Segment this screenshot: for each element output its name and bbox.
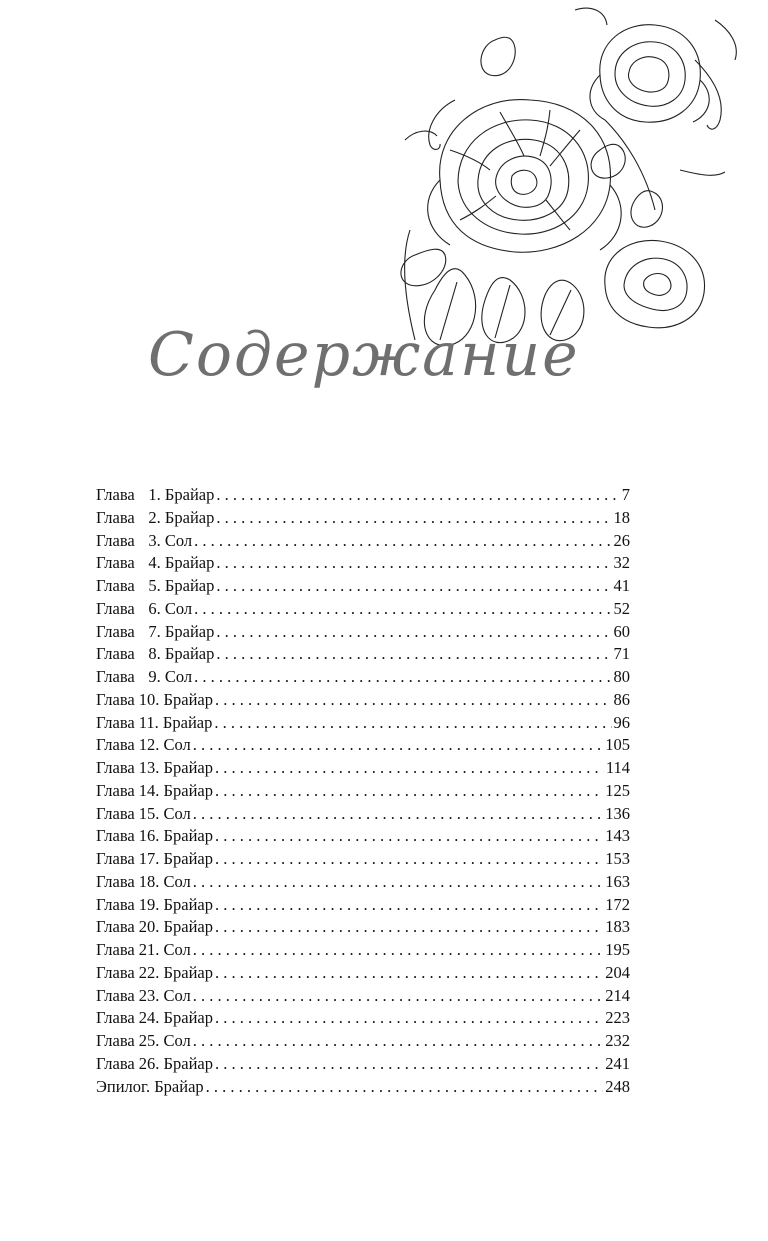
toc-label: Глава 5. Брайар bbox=[96, 576, 215, 595]
toc-leader bbox=[216, 484, 619, 507]
toc-entry bbox=[96, 825, 630, 848]
toc-page-number: 86 bbox=[613, 689, 630, 709]
toc-label: Глава 19. Брайар bbox=[96, 894, 213, 914]
toc-leader bbox=[215, 962, 603, 985]
toc-label: Глава 4. Брайар bbox=[96, 553, 215, 573]
toc-page-number: 214 bbox=[605, 985, 630, 1005]
toc-entry bbox=[96, 621, 630, 644]
toc-leader bbox=[215, 1007, 603, 1030]
toc-label: Глава 26. Брайар bbox=[96, 1053, 213, 1073]
toc-page-number: 143 bbox=[605, 826, 630, 846]
toc-leader bbox=[194, 598, 611, 621]
toc-entry bbox=[96, 916, 630, 939]
toc-leader bbox=[193, 1030, 603, 1053]
toc-page-number: 163 bbox=[605, 871, 630, 891]
rose-bouquet-icon bbox=[395, 0, 768, 370]
toc-label: Глава 7. Брайар bbox=[96, 621, 215, 641]
toc-label: Глава 10. Брайар bbox=[96, 689, 213, 709]
toc-label: Глава 15. Сол bbox=[96, 803, 191, 823]
toc-label: Глава 11. Брайар bbox=[96, 712, 213, 732]
toc-entry bbox=[96, 871, 630, 894]
toc-entry bbox=[96, 939, 630, 962]
toc-leader bbox=[193, 734, 603, 757]
rose-illustration bbox=[395, 0, 768, 370]
table-of-contents bbox=[96, 484, 630, 1098]
toc-label: Глава 9. Сол bbox=[96, 667, 193, 686]
toc-page-number: 80 bbox=[613, 667, 630, 686]
toc-entry bbox=[96, 712, 630, 735]
toc-label: Глава 13. Брайар bbox=[96, 758, 213, 777]
toc-leader bbox=[193, 939, 603, 962]
toc-label: Глава 22. Брайар bbox=[96, 962, 213, 982]
toc-page-number: 172 bbox=[605, 894, 630, 914]
toc-leader bbox=[215, 757, 604, 780]
toc-page-number: 125 bbox=[605, 780, 630, 800]
toc-page-number: 114 bbox=[605, 758, 630, 777]
toc-entry bbox=[96, 734, 630, 757]
toc-page-number: 105 bbox=[605, 735, 630, 755]
toc-label: Глава 20. Брайар bbox=[96, 917, 213, 937]
toc-entry bbox=[96, 962, 630, 985]
toc-label: Эпилог. Брайар bbox=[96, 1076, 204, 1096]
toc-page-number: 96 bbox=[613, 712, 630, 732]
toc-entry bbox=[96, 530, 630, 553]
toc-label: Глава 17. Брайар bbox=[96, 849, 213, 868]
toc-entry bbox=[96, 666, 630, 689]
toc-leader bbox=[194, 666, 611, 689]
toc-leader bbox=[215, 1053, 603, 1076]
toc-entry bbox=[96, 484, 630, 507]
page-title: Содержание bbox=[148, 320, 580, 390]
toc-leader bbox=[216, 507, 611, 530]
toc-entry bbox=[96, 1030, 630, 1053]
toc-leader bbox=[215, 825, 603, 848]
toc-page-number: 7 bbox=[621, 485, 630, 504]
toc-leader bbox=[193, 803, 603, 826]
toc-page-number: 71 bbox=[613, 644, 630, 664]
toc-entry bbox=[96, 643, 630, 666]
toc-page-number: 32 bbox=[613, 553, 630, 573]
toc-entry bbox=[96, 598, 630, 621]
toc-leader bbox=[215, 894, 603, 917]
toc-leader bbox=[206, 1076, 604, 1099]
toc-page-number: 26 bbox=[613, 530, 630, 550]
toc-page-number: 241 bbox=[605, 1053, 630, 1073]
toc-entry bbox=[96, 985, 630, 1008]
toc-page-number: 136 bbox=[605, 803, 630, 823]
toc-entry bbox=[96, 848, 630, 871]
toc-entry bbox=[96, 507, 630, 530]
toc-leader bbox=[215, 916, 603, 939]
toc-label: Глава 8. Брайар bbox=[96, 644, 215, 664]
toc-label: Глава 23. Сол bbox=[96, 985, 191, 1005]
toc-leader bbox=[193, 985, 603, 1008]
toc-label: Глава 3. Сол bbox=[96, 530, 193, 550]
toc-page-number: 18 bbox=[613, 507, 630, 527]
toc-page-number: 232 bbox=[605, 1031, 630, 1050]
toc-entry bbox=[96, 1053, 630, 1076]
toc-entry bbox=[96, 757, 630, 780]
toc-entry bbox=[96, 1007, 630, 1030]
toc-page-number: 41 bbox=[613, 576, 630, 595]
toc-label: Глава 6. Сол bbox=[96, 598, 193, 618]
toc-page-number: 248 bbox=[605, 1076, 630, 1096]
toc-leader bbox=[194, 530, 611, 553]
toc-entry bbox=[96, 689, 630, 712]
toc-entry bbox=[96, 575, 630, 598]
toc-entry bbox=[96, 894, 630, 917]
toc-leader bbox=[216, 552, 611, 575]
toc-leader bbox=[216, 575, 611, 598]
toc-page-number: 60 bbox=[613, 621, 630, 641]
toc-label: Глава 18. Сол bbox=[96, 871, 191, 891]
toc-label: Глава 12. Сол bbox=[96, 735, 191, 755]
toc-page-number: 204 bbox=[605, 962, 630, 982]
toc-entry bbox=[96, 803, 630, 826]
toc-page-number: 183 bbox=[605, 917, 630, 937]
toc-page-number: 195 bbox=[605, 940, 630, 959]
toc-page-number: 223 bbox=[605, 1008, 630, 1028]
toc-label: Глава 14. Брайар bbox=[96, 780, 213, 800]
toc-leader bbox=[214, 712, 611, 735]
toc-label: Глава 24. Брайар bbox=[96, 1008, 213, 1028]
toc-entry bbox=[96, 780, 630, 803]
toc-label: Глава 1. Брайар bbox=[96, 485, 215, 504]
toc-label: Глава 25. Сол bbox=[96, 1031, 191, 1050]
toc-label: Глава 21. Сол bbox=[96, 940, 191, 959]
toc-label: Глава 2. Брайар bbox=[96, 507, 215, 527]
toc-leader bbox=[215, 689, 612, 712]
toc-label: Глава 16. Брайар bbox=[96, 826, 213, 846]
toc-leader bbox=[193, 871, 603, 894]
toc-entry bbox=[96, 552, 630, 575]
toc-page-number: 52 bbox=[613, 598, 630, 618]
toc-leader bbox=[215, 848, 603, 871]
toc-leader bbox=[216, 621, 611, 644]
toc-leader bbox=[216, 643, 611, 666]
toc-entry-epilogue bbox=[96, 1076, 630, 1099]
toc-leader bbox=[215, 780, 603, 803]
toc-page-number: 153 bbox=[605, 849, 630, 868]
